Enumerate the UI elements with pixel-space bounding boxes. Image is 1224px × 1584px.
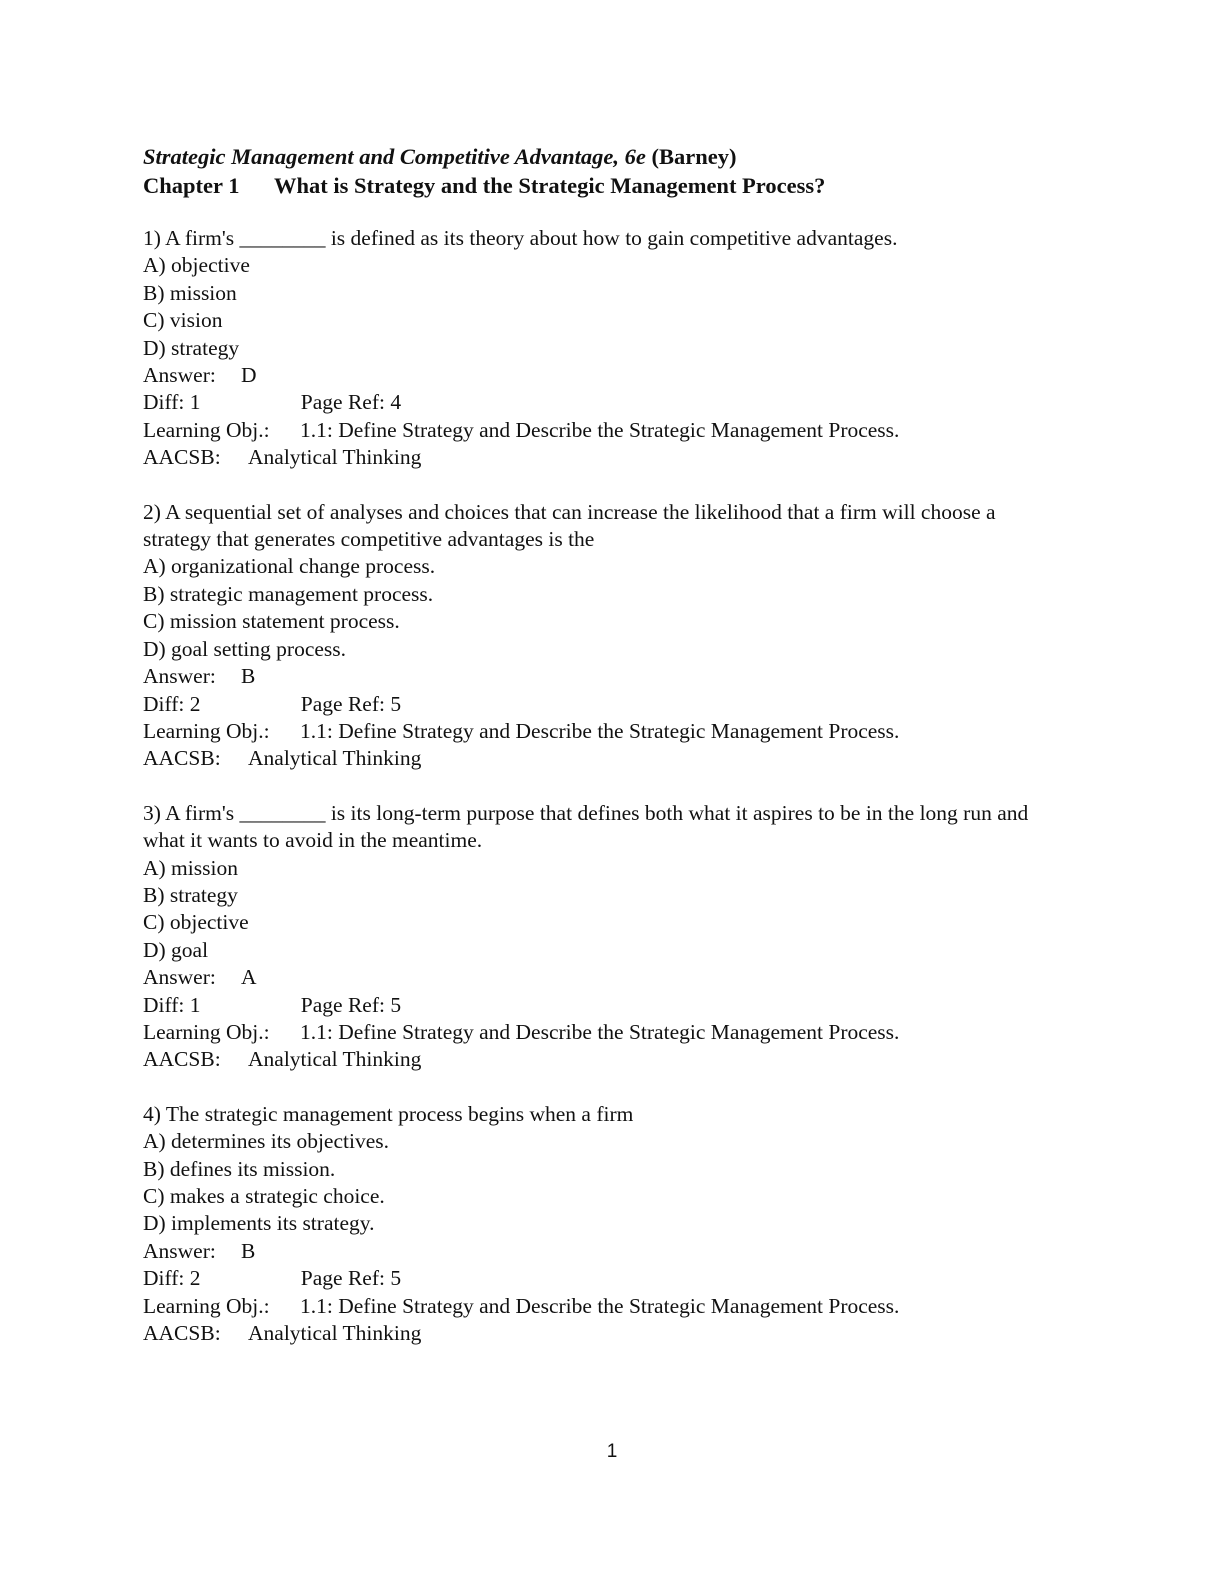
answer-label: Answer: — [143, 363, 216, 388]
question-4 — [143, 1101, 1083, 1348]
learning-obj-value: 1.1: Define Strategy and Describe the Strategic Management Process. — [300, 1293, 900, 1318]
option-d: D) goal — [143, 937, 209, 962]
option-a: A) mission — [143, 855, 238, 880]
learning-obj-value: 1.1: Define Strategy and Describe the Strategic Management Process. — [300, 1019, 900, 1044]
chapter-title: What is Strategy and the Strategic Management Process? — [274, 173, 826, 198]
option-b: B) strategy — [143, 882, 238, 907]
learning-obj-line — [143, 417, 1083, 444]
learning-obj-value: 1.1: Define Strategy and Describe the Strategic Management Process. — [300, 718, 900, 743]
question-stem: 1) A firm's ________ is defined as its theory about how to gain competitive advantages. — [143, 226, 898, 250]
diff-label: Diff: — [143, 691, 185, 716]
page-ref-value: 5 — [390, 992, 402, 1017]
question-list — [143, 225, 1083, 1347]
aacsb-label: AACSB: — [143, 1047, 221, 1072]
book-author: (Barney) — [651, 144, 737, 169]
answer-label: Answer: — [143, 965, 216, 990]
aacsb-line — [143, 1046, 1083, 1073]
aacsb-value: Analytical Thinking — [248, 1321, 422, 1346]
learning-obj-label: Learning Obj.: — [143, 417, 270, 442]
diff-label: Diff: — [143, 390, 185, 415]
option-a: A) determines its objectives. — [143, 1129, 389, 1154]
diff-line — [143, 1265, 1083, 1292]
diff-value: 2 — [189, 1266, 201, 1291]
option-b: B) defines its mission. — [143, 1156, 336, 1181]
question-stem: 4) The strategic management process begins when a firm — [143, 1101, 634, 1126]
aacsb-value: Analytical Thinking — [248, 746, 422, 771]
aacsb-value: Analytical Thinking — [248, 445, 422, 470]
learning-obj-value: 1.1: Define Strategy and Describe the Strategic Management Process. — [300, 417, 900, 442]
option-d: D) goal setting process. — [143, 636, 347, 661]
option-d: D) strategy — [143, 335, 240, 360]
question-1 — [143, 225, 1083, 472]
answer-line — [143, 1238, 1083, 1265]
chapter-number: Chapter 1 — [143, 173, 240, 198]
diff-value: 1 — [189, 390, 201, 415]
diff-line — [143, 992, 1083, 1019]
aacsb-label: AACSB: — [143, 1321, 221, 1346]
learning-obj-line — [143, 1019, 1083, 1046]
option-c: C) makes a strategic choice. — [143, 1184, 385, 1208]
diff-label: Diff: — [143, 992, 185, 1017]
learning-obj-line — [143, 1293, 1083, 1320]
answer-value: D — [241, 363, 257, 388]
question-stem: 3) A firm's ________ is its long-term purpose that defines both what it aspires to be in the long run and what it wants to avoid in the meantime. — [143, 800, 1029, 853]
answer-label: Answer: — [143, 1238, 216, 1263]
answer-value: B — [241, 1238, 256, 1263]
option-b: B) strategic management process. — [143, 581, 434, 606]
aacsb-line — [143, 444, 1083, 471]
question-2 — [143, 499, 1083, 773]
option-c: C) vision — [143, 308, 223, 333]
book-title-line — [143, 142, 1083, 171]
aacsb-label: AACSB: — [143, 445, 221, 470]
page-ref-label: Page Ref: — [300, 390, 385, 415]
learning-obj-line — [143, 718, 1083, 745]
diff-value: 2 — [189, 691, 201, 716]
aacsb-line — [143, 1320, 1083, 1347]
chapter-heading — [143, 171, 1083, 200]
book-title: Strategic Management and Competitive Advantage, 6e — [143, 144, 646, 169]
diff-label: Diff: — [143, 1266, 185, 1291]
option-b: B) mission — [143, 280, 237, 305]
aacsb-line — [143, 745, 1083, 772]
question-stem: 2) A sequential set of analyses and choices that can increase the likelihood that a firm will choose a strategy that generates competitive advantages is the — [143, 499, 996, 552]
document-page — [143, 142, 1083, 1374]
page-ref-label: Page Ref: — [300, 1266, 385, 1291]
question-3 — [143, 800, 1083, 1074]
option-d: D) implements its strategy. — [143, 1211, 375, 1236]
learning-obj-label: Learning Obj.: — [143, 1293, 270, 1318]
answer-label: Answer: — [143, 664, 216, 689]
answer-value: B — [241, 664, 256, 689]
option-c: C) mission statement process. — [143, 609, 400, 634]
aacsb-value: Analytical Thinking — [248, 1047, 422, 1072]
page-ref-value: 5 — [390, 1266, 402, 1291]
answer-line — [143, 362, 1083, 389]
answer-line — [143, 964, 1083, 991]
option-a: A) organizational change process. — [143, 554, 436, 579]
diff-line — [143, 691, 1083, 718]
diff-line — [143, 389, 1083, 416]
answer-line — [143, 663, 1083, 690]
option-a: A) objective — [143, 253, 250, 278]
answer-value: A — [241, 965, 257, 990]
learning-obj-label: Learning Obj.: — [143, 1019, 270, 1044]
diff-value: 1 — [189, 992, 201, 1017]
page-ref-label: Page Ref: — [300, 992, 385, 1017]
page-ref-value: 5 — [390, 691, 402, 716]
page-number: 1 — [606, 1441, 618, 1462]
option-c: C) objective — [143, 910, 249, 935]
page-ref-label: Page Ref: — [300, 691, 385, 716]
learning-obj-label: Learning Obj.: — [143, 718, 270, 743]
aacsb-label: AACSB: — [143, 746, 221, 771]
page-ref-value: 4 — [390, 390, 402, 415]
